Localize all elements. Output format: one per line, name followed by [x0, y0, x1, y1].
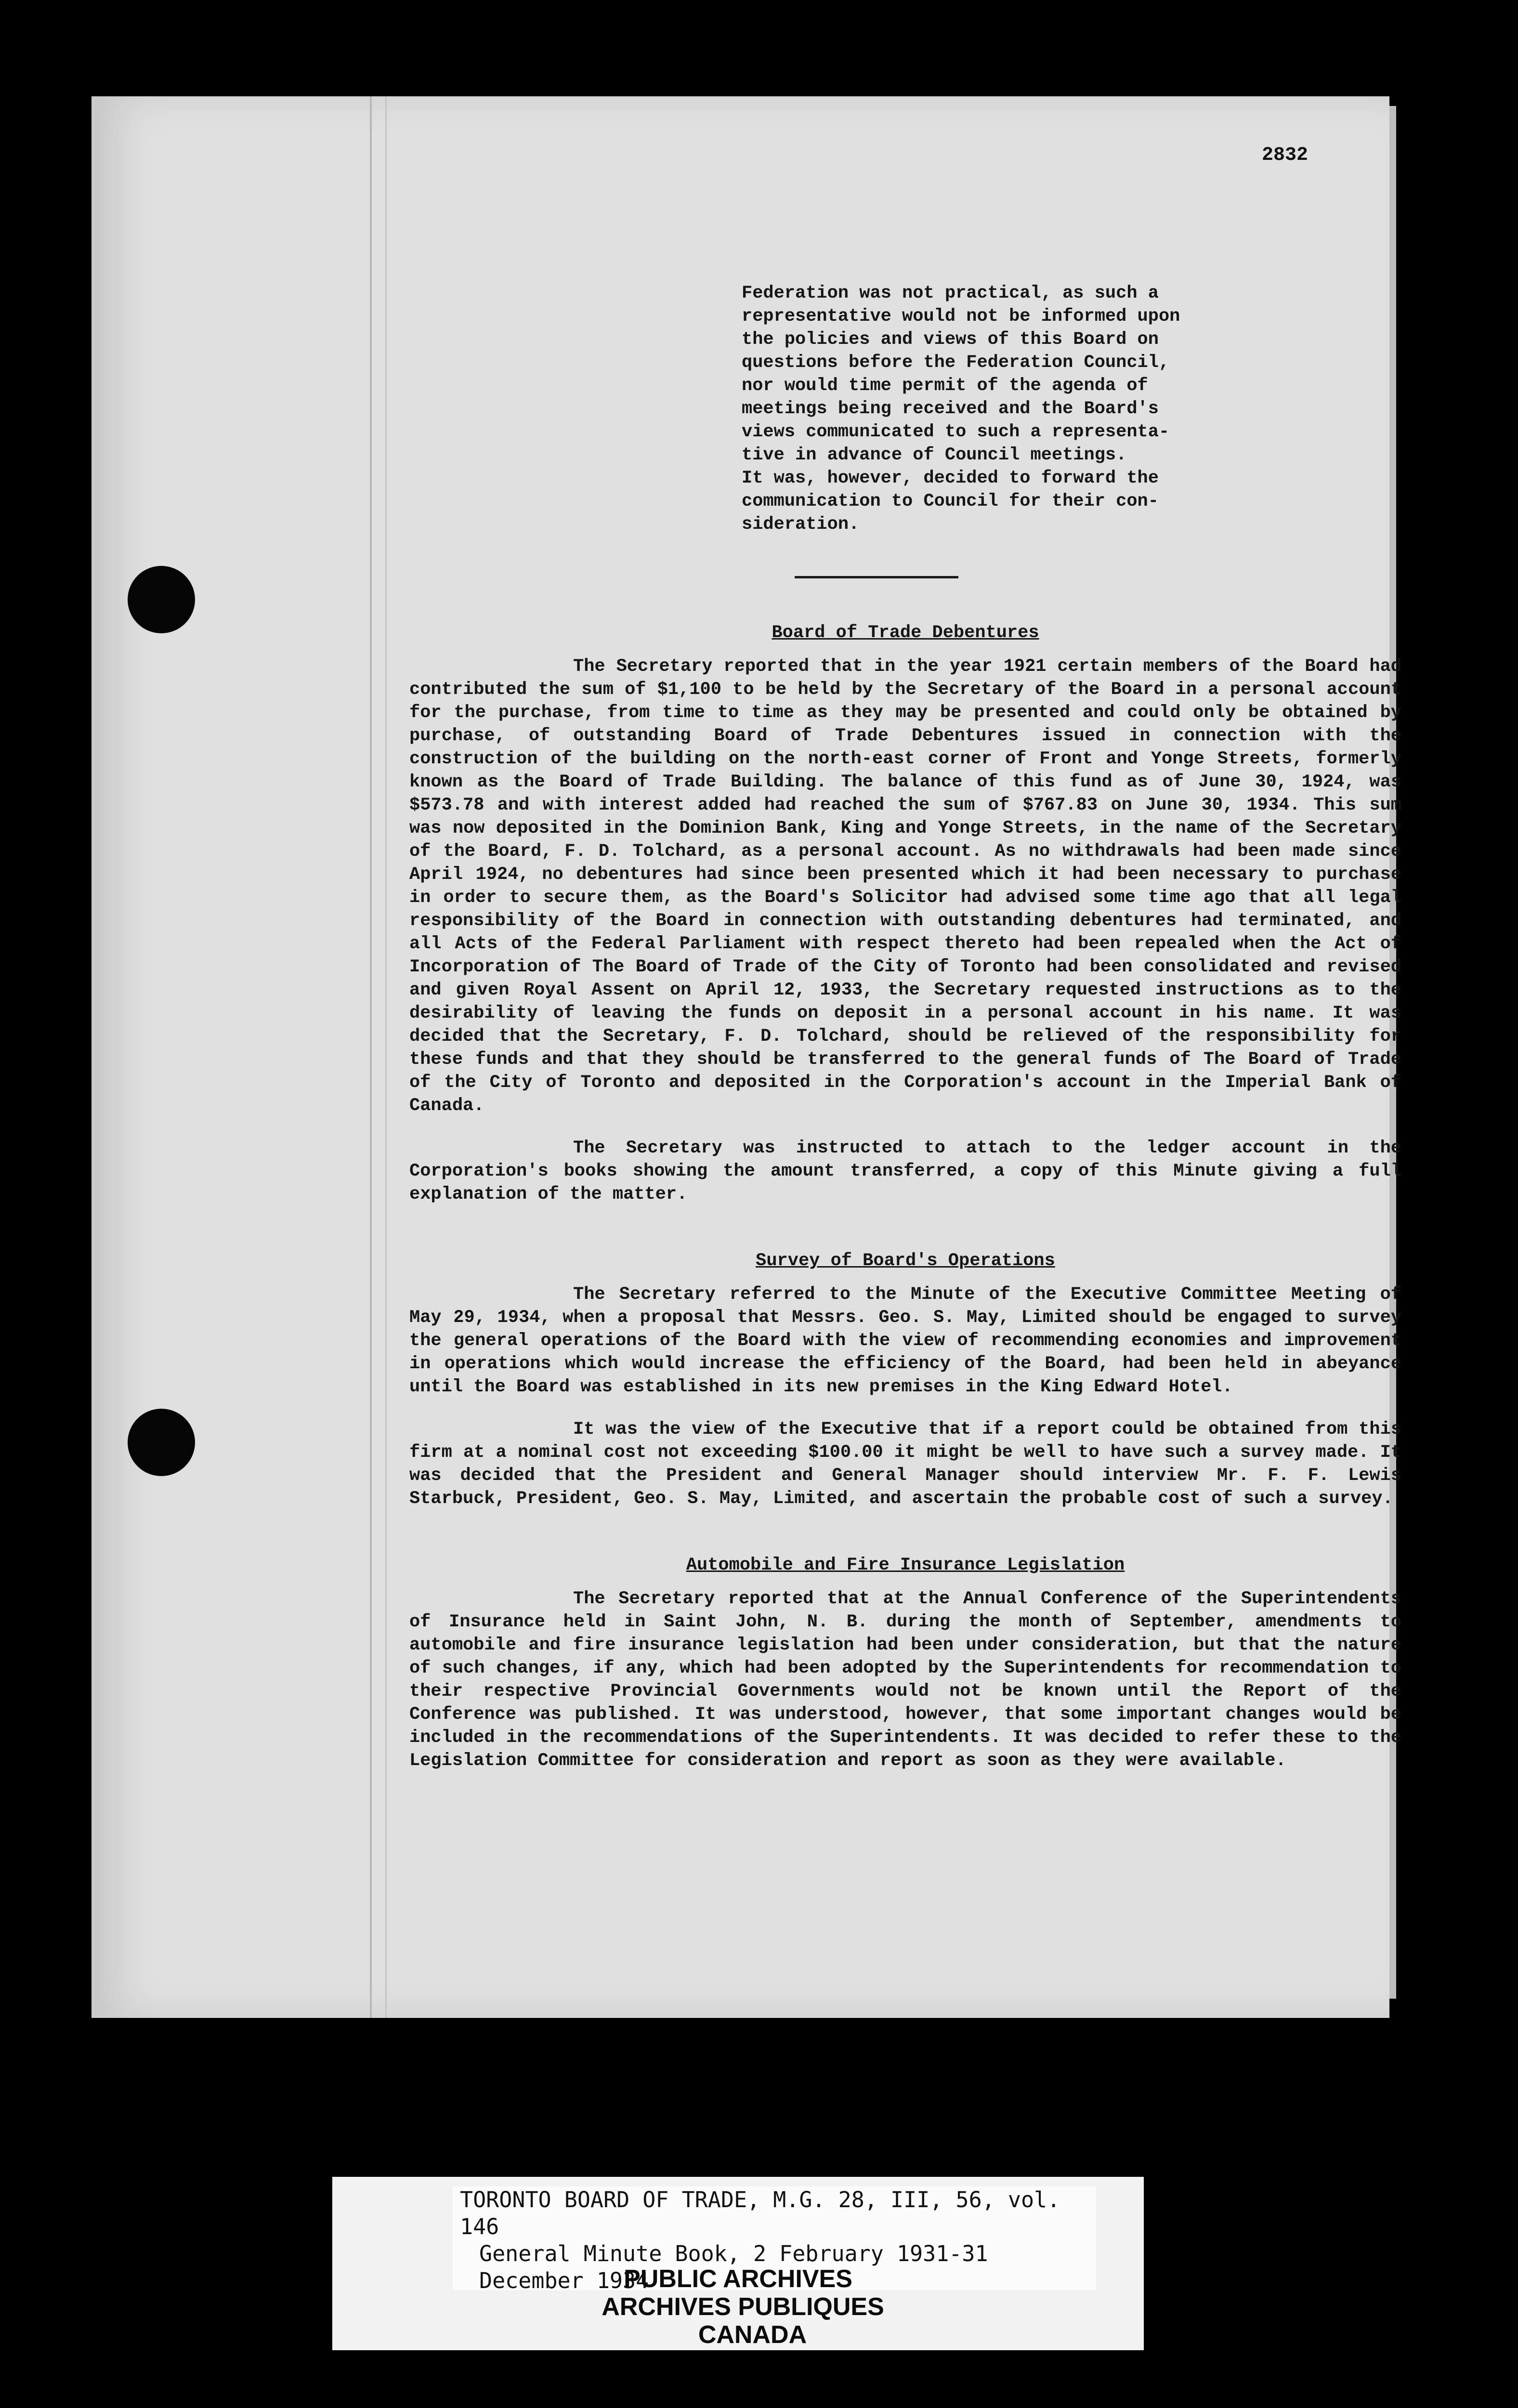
archive-label-line: TORONTO BOARD OF TRADE, M.G. 28, III, 56, vol. 146: [460, 2187, 1060, 2239]
paragraph: The Secretary reported that at the Annual Conference of the Superintendents of Insurance held in Saint John, N. B. during the month of September, amendments to automobile and fire insurance legislation had been under consideration, but that the nature of such changes, if any, which had been adopted by the Superintendents for recommendation to their respective Provincial Governments would not be known until the Report of the Conference was published. It was understood, however, that some important changes would be included in the recommendations of the Superintendents. It was decided to refer these to the Legislation Committee for consideration and report as soon as they were available.: [409, 1589, 1401, 1771]
intro-line: Federation was not practical, as such a: [742, 283, 1159, 303]
intro-paragraph: [742, 282, 1291, 536]
page-number: 2832: [1262, 144, 1309, 166]
intro-line: nor would time permit of the agenda of: [742, 376, 1148, 396]
document-page: [92, 96, 1401, 2018]
paragraph: The Secretary reported that in the year 1921 certain members of the Board had contributed the sum of $1,100 to be held by the Secretary of the Board in a personal account for the purchase, from time to time as they may be presented and could only be obtained by purchase, of outstanding Board of Trade Debentures issued in connection with the construction of the building on the north-east corner of Front and Yonge Streets, formerly known as the Board of Trade Building. The balance of this fund as of June 30, 1924, was $573.78 and with interest added had reached the sum of $767.83 on June 30, 1934. This sum was now deposited in the Dominion Bank, King and Yonge Streets, in the name of the Secretary of the Board, F. D. Tolchard, as a personal account. As no withdrawals had been made since April 1924, no debentures had since been presented which it had been necessary to purchase in order to secure them, as the Board's Solicitor had advised some time ago that all legal responsibility of the Board in connection with outstanding debentures had terminated, and all Acts of the Federal Parliament with respect thereto had been repealed when the Act of Incorporation of The Board of Trade of the City of Toronto had been consolidated and revised and given Royal Assent on April 12, 1933, the Secretary requested instructions as to the desirability of leaving the funds on deposit in a personal account in his name. It was decided that the Secretary, F. D. Tolchard, should be relieved of the responsibility for these funds and that they should be transferred to the general funds of The Board of Trade of the City of Toronto and deposited in the Corporation's account in the Imperial Bank of Canada.: [409, 656, 1401, 1116]
section-heading-insurance: Automobile and Fire Insurance Legislation: [686, 1555, 1125, 1575]
margin-rule: [370, 96, 372, 2018]
stamp-line: CANADA: [698, 2321, 807, 2349]
minutes-body: [409, 621, 1401, 1792]
paragraph: The Secretary referred to the Minute of the Executive Committee Meeting of May 29, 1934, when a proposal that Messrs. Geo. S. May, Limited should be engaged to survey the general operations of the Board with the view of recommending economies and improvement in operations which would increase the efficiency of the Board, had been held in abeyance until the Board was established in its new premises in the King Edward Hotel.: [409, 1284, 1401, 1397]
section-heading-debentures: Board of Trade Debentures: [772, 623, 1039, 643]
section-heading-survey: Survey of Board's Operations: [756, 1251, 1055, 1271]
paragraph: The Secretary was instructed to attach to the ledger account in the Corporation's books showing the amount transferred, a copy of this Minute giving a full explanation of the matter.: [409, 1138, 1401, 1204]
intro-line: tive in advance of Council meetings.: [742, 445, 1127, 465]
intro-line: representative would not be informed upon: [742, 306, 1180, 327]
intro-line: questions before the Federation Council,: [742, 353, 1170, 373]
margin-rule-inner: [385, 96, 387, 2018]
section-divider: [795, 576, 958, 578]
archive-card: [332, 2177, 1144, 2350]
punch-hole-top: [128, 566, 195, 633]
stamp-line: PUBLIC ARCHIVES: [624, 2265, 852, 2293]
intro-line: views communicated to such a representa-: [742, 422, 1170, 442]
intro-line: communication to Council for their con-: [742, 491, 1159, 511]
intro-line: meetings being received and the Board's: [742, 399, 1159, 419]
intro-line: sideration.: [742, 514, 860, 535]
intro-line: the policies and views of this Board on: [742, 329, 1159, 350]
punch-hole-bottom: [128, 1409, 195, 1476]
intro-line: It was, however, decided to forward the: [742, 468, 1159, 488]
archive-label-line: General Minute Book, 2 February 1931-31 December 1934: [479, 2241, 988, 2293]
paragraph: It was the view of the Executive that if a report could be obtained from this firm at a nominal cost not exceeding $100.00 it might be well to have such a survey made. It was decided that the President and General Manager should interview Mr. F. F. Lewis Starbuck, President, Geo. S. May, Limited, and ascertain the probable cost of such a survey.: [409, 1419, 1401, 1509]
archives-stamp: [332, 2265, 1144, 2349]
stamp-line: ARCHIVES PUBLIQUES: [602, 2293, 884, 2321]
